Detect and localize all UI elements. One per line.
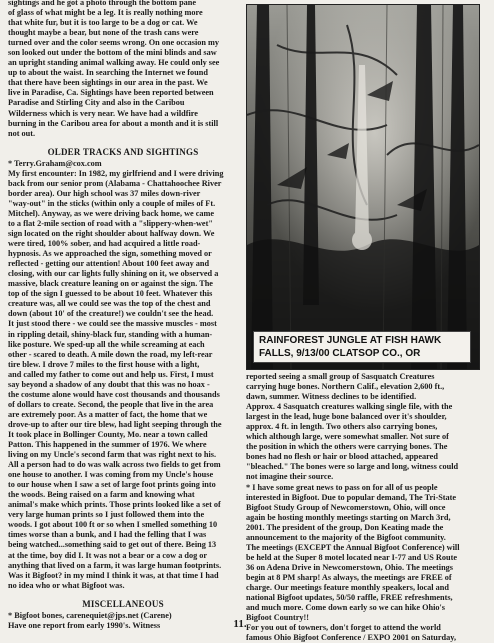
- photo-caption-line-1: RAINFOREST JUNGLE AT FISH HAWK: [259, 335, 442, 346]
- right-column-text-line: Approx. 4 Sasquatch creatures walking single file, with the: [246, 402, 453, 412]
- rainforest-photo: [246, 4, 480, 370]
- older-tracks-heading: OLDER TRACKS AND SIGHTINGS: [47, 146, 199, 157]
- right-column-text-line: "bleached." The bones were so large and long, witness could: [246, 462, 459, 472]
- miscellaneous-text-line: Have one report from early 1990's. Witness: [8, 620, 161, 630]
- older-tracks-text-line: other - scared to death. A mile down the road, my left-rear: [8, 349, 213, 359]
- intro-text-line: up to about the waist. In searching the Internet we found: [8, 68, 208, 78]
- older-tracks-text-line: massive, black creature leaning on or against the sign. The: [8, 279, 213, 289]
- right-column-text-line: largest in the lead, huge bone balanced over it's shoulder,: [246, 412, 447, 422]
- older-tracks-text-line: no idea who or what Bigfoot was.: [8, 580, 125, 590]
- right-column-text-line: Bigfoot Study Group of Newcomerstown, Ohio, will once: [246, 502, 446, 512]
- older-tracks-text-line: are extremely poor. As a matter of fact, the home that we: [8, 409, 208, 419]
- intro-article: [8, 0, 238, 139]
- right-column-text-line: carrying huge bones. Northern Calif., elevation 2,600 ft.,: [246, 382, 445, 392]
- older-tracks-text-line: animal's make which prints. Those prints looked like a set of: [8, 500, 221, 510]
- older-tracks-text-line: "way-out" in the sticks (within only a couple of miles of Ft.: [8, 198, 216, 208]
- older-tracks-text-line: anything that lived on a farm, it was large human footprints.: [8, 560, 222, 570]
- right-column-text-line: and much more. Come down early so we can hike Ohio's: [246, 603, 445, 613]
- page-number: 11.: [233, 618, 247, 630]
- right-column-text-line: * I have some great news to pass on for all of us people: [246, 482, 438, 492]
- right-column-text-line: begin at 8 PM sharp! As always, the meetings are FREE of: [246, 572, 452, 582]
- older-tracks-text-line: All a person had to do was walk across two fields to get from: [8, 460, 221, 470]
- older-tracks-text-line: to a flat 2-mile section of road with a "slippery-when-wet": [8, 218, 213, 228]
- older-tracks-text-line: to our house when I saw a set of large foot prints going into: [8, 480, 216, 490]
- older-tracks-text-line: the costume alone would have cost thousands and thousands: [8, 389, 220, 399]
- right-column-text-line: again be hosting monthly meetings starting on March 3rd,: [246, 512, 451, 522]
- miscellaneous-heading: MISCELLANEOUS: [82, 598, 164, 609]
- older-tracks-text-line: like posture. We sped-up all the while screaming at each: [8, 339, 205, 349]
- older-tracks-text-line: It just stood there - we could see the massive muscles - most: [8, 319, 217, 329]
- older-tracks-text-line: living on my Uncle's second farm that was right next to his.: [8, 450, 217, 460]
- intro-text-line: Wilderness which is very near. We have had a wildfire: [8, 108, 198, 118]
- older-tracks-text-line: down (about 10' of the creature!) we couldn't see the head.: [8, 309, 214, 319]
- right-column-text-line: approx. 4 ft. in length. Two others also carrying bones,: [246, 422, 438, 432]
- older-tracks-text-line: woods. I got about 100 ft or so when I smelled something 10: [8, 520, 218, 530]
- photo-caption: [253, 331, 471, 363]
- older-tracks-text-line: creature was, all we could see was the top of the chest and: [8, 299, 211, 309]
- older-tracks-text-line: very large human prints so I just followed them into the: [8, 510, 205, 520]
- intro-text-line: thought maybe a bear, but none of the trash cans were: [8, 28, 199, 38]
- left-column: [8, 0, 238, 631]
- photo-caption-line-2: FALLS, 9/13/00 CLATSOP CO., OR: [259, 348, 421, 359]
- older-tracks-text-line: It took place in Bollinger County, Mo. near a town called: [8, 429, 208, 439]
- right-column-text-line: national Bigfoot updates, 50/50 raffle, FREE refreshments,: [246, 593, 453, 603]
- rainforest-photo-image: [247, 5, 479, 369]
- right-column-text-line: Bigfoot Country!!: [246, 613, 310, 623]
- intro-text-line: of glass of what might be a leg. It is really nothing more: [8, 8, 203, 18]
- older-tracks-text-line: times worse than a bunk, and I had the felling that I was: [8, 530, 207, 540]
- right-column-text-line: reported seeing a small group of Sasquatch Creatures: [246, 372, 435, 381]
- miscellaneous-article: [8, 611, 238, 631]
- older-tracks-text-line: back from our senior prom (Alabama - Chattahoochee River: [8, 178, 222, 188]
- older-tracks-text-line: drove-up to after our tire blew, had light seeping through the: [8, 419, 222, 429]
- older-tracks-text-line: * Terry.Graham@cox.com: [8, 158, 102, 168]
- intro-text-line: sightings and he got a photo through the bottom pane: [8, 0, 197, 7]
- older-tracks-text-line: tire blew. I drove 7 miles to the first house with a light,: [8, 359, 200, 369]
- right-column-text-line: For you out of towners, don't forget to attend the world: [246, 623, 441, 633]
- intro-text-line: son looked out under the bottom of the mini blinds and saw: [8, 48, 217, 58]
- intro-text-line: that there have been sightings in our area in the past. We: [8, 78, 208, 88]
- right-column-text-line: which although large, were somewhat smaller. Not sure of: [246, 432, 449, 442]
- right-column-text-line: 2001. The president of the group, Don Keating made the: [246, 522, 444, 532]
- miscellaneous-text-line: * Bigfoot bones, carenequiet@jps.net (Carene): [8, 610, 172, 620]
- older-tracks-text-line: My first encounter: In 1982, my girlfriend and I were driving: [8, 168, 224, 178]
- older-tracks-text-line: Mitchel). Anyway, as we were driving back home, we came: [8, 208, 215, 218]
- right-column-text-line: dawn, summer. Witness declines to be identified.: [246, 392, 417, 402]
- intro-text-line: not out.: [8, 128, 36, 138]
- right-column-text-line: bones had no flesh or hair or blood attached, appeared: [246, 452, 438, 462]
- right-column-text-line: The meetings (EXCEPT the Annual Bigfoot Conference) will: [246, 542, 460, 552]
- intro-text-line: an upright standing animal walking away. He could only see: [8, 58, 220, 68]
- right-column-text-line: announcement to the majority of the Bigfoot community.: [246, 532, 446, 542]
- older-tracks-text-line: Patton. This happened in the summer of 1976. We where: [8, 440, 207, 450]
- older-tracks-text-line: top of the sign I guessed to be about 10 feet. Whatever this: [8, 289, 213, 299]
- right-column-text-line: interested in Bigfoot. Due to popular demand, The Tri-State: [246, 492, 457, 502]
- older-tracks-text-line: hypnosis. As we approached the sign, something moved or: [8, 249, 212, 259]
- right-column-text-line: be held at the Super 8 motel located near I-77 and US Route: [246, 552, 457, 562]
- older-tracks-text-line: Was it Bigfoot? in my mind I think it was, at that time I had: [8, 570, 219, 580]
- older-tracks-text-line: of dollars to create. Second, the people that live in the area: [8, 399, 214, 409]
- older-tracks-text-line: say beyond a shadow of any doubt that this was no hoax -: [8, 379, 210, 389]
- right-column-text-line: famous Ohio Bigfoot Conference / EXPO 2001 on Saturday,: [246, 633, 457, 643]
- intro-text-line: live in Paradise, Ca. Sightings have been reported between: [8, 88, 214, 98]
- intro-text-line: burning in the Caribou area for about a month and it is still: [8, 118, 219, 128]
- older-tracks-text-line: at the time, boy did I. It was not a bear or a cow a dog or: [8, 550, 208, 560]
- intro-text-line: turned over and the color seems wrong. On one occasion my: [8, 38, 220, 48]
- right-column: [246, 372, 480, 643]
- older-tracks-text-line: and called my father to come out and help us. First, I must: [8, 369, 214, 379]
- older-tracks-text-line: sign located on the right shoulder about halfway down. We: [8, 229, 215, 239]
- right-column-text-line: not imagine their source.: [246, 472, 334, 482]
- right-column-text-line: 36 on Adena Drive in Newcomerstown, Ohio. The meetings: [246, 562, 454, 572]
- older-tracks-text-line: closing, with our car lights fully shining on it, we observed a: [8, 269, 219, 279]
- older-tracks-text-line: were tired, 100% sober, and had acquired a little road-: [8, 239, 201, 249]
- older-tracks-text-line: one house to another. I was coming from my Uncle's house: [8, 470, 214, 480]
- older-tracks-text-line: border area). Our high school was 37 miles down-river: [8, 188, 201, 198]
- older-tracks-text-line: reflected - getting our attention! About 100 feet away and: [8, 259, 210, 269]
- older-tracks-text-line: being watched...something said to get out of there. Being 13: [8, 540, 217, 550]
- older-tracks-text-line: the woods. Being raised on a farm and knowing what: [8, 490, 195, 500]
- intro-text-line: that white fur, but it is too large to be a dog or cat. We: [8, 18, 198, 28]
- right-column-text-line: the position in which the others were carrying bones. The: [246, 442, 448, 452]
- older-tracks-article: [8, 159, 238, 591]
- right-column-text-line: charge. Our meetings feature monthly speakers, local and: [246, 582, 449, 592]
- intro-text-line: Paradise and Stirling City and also in the Caribou: [8, 98, 185, 108]
- older-tracks-text-line: in rippling detail, shiny-black fur, standing with a human-: [8, 329, 213, 339]
